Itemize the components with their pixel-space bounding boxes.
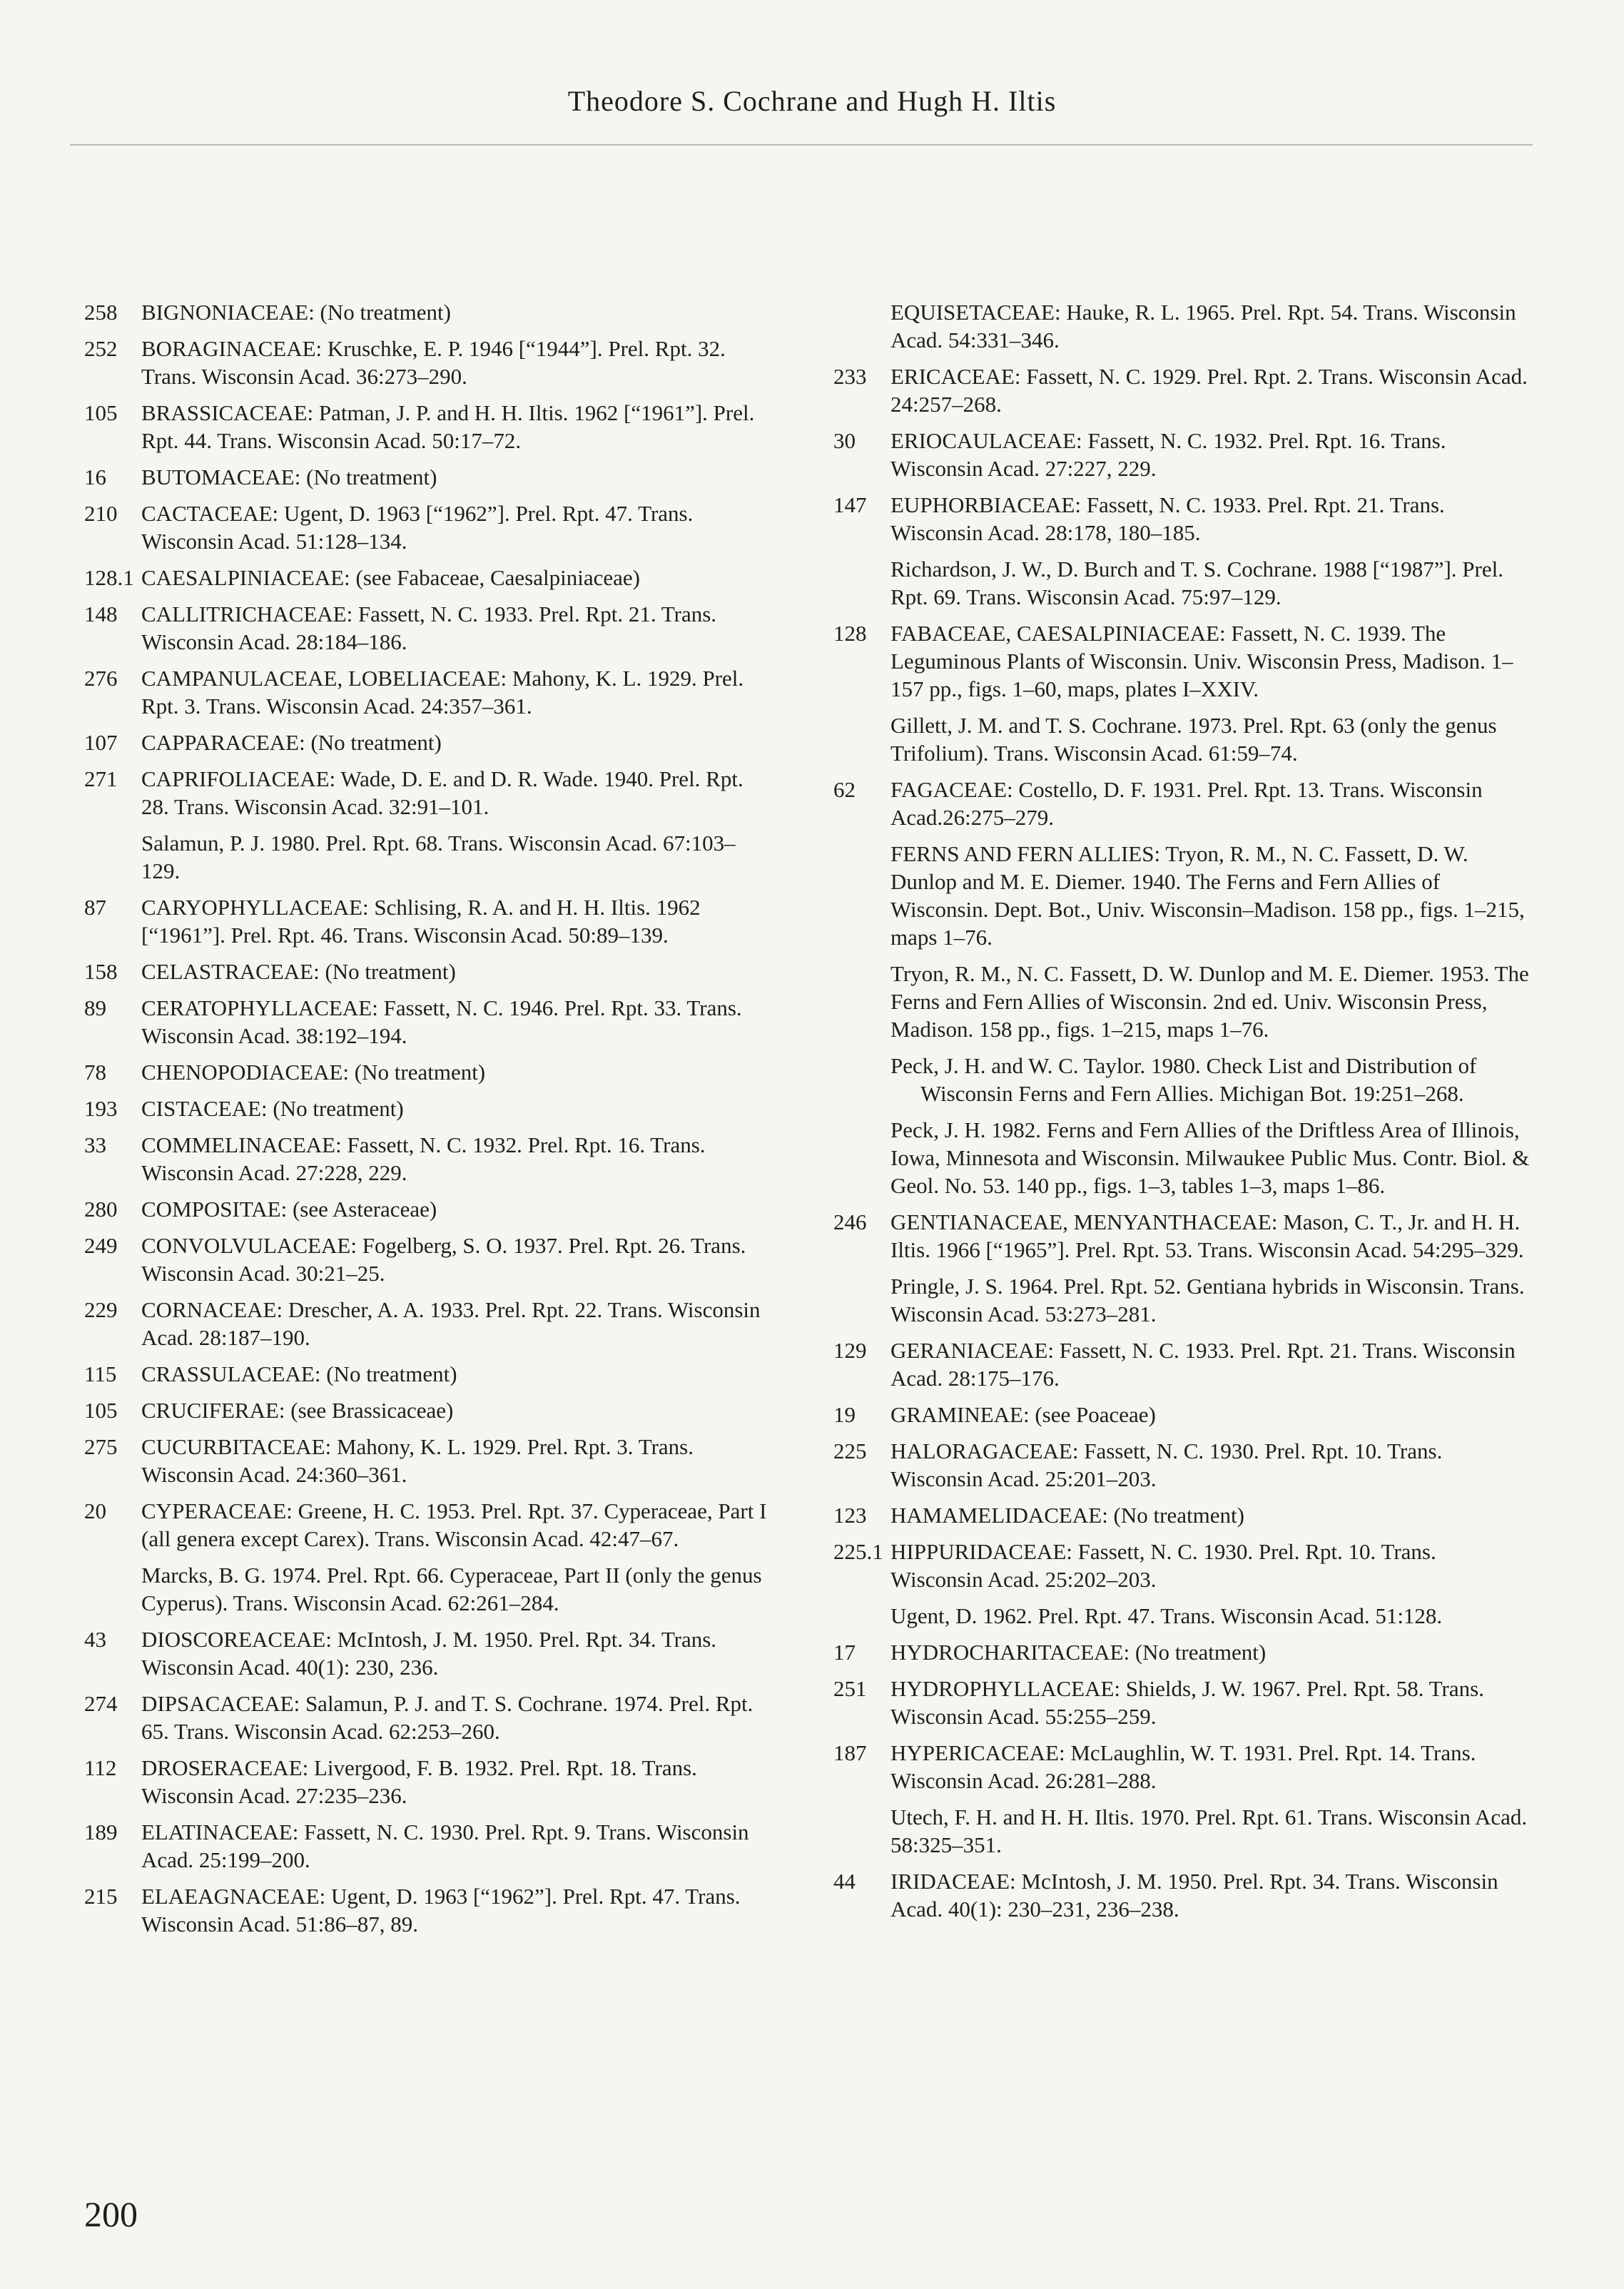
entry-number: 30 <box>833 428 856 453</box>
entry-text: BRASSICACEAE: Patman, J. P. and H. H. Iltis. 1962 [“1961”]. Prel. Rpt. 44. Trans. Wisconsin Acad. 50:17–72. <box>141 400 755 453</box>
index-entry <box>833 1675 1530 1730</box>
entry-number: 274 <box>84 1691 118 1716</box>
entry-text: HIPPURIDACEAE: Fassett, N. C. 1930. Prel. Rpt. 10. Trans. Wisconsin Acad. 25:202–203. <box>890 1539 1436 1592</box>
entry-text: CUCURBITACEAE: Mahony, K. L. 1929. Prel. Rpt. 3. Trans. Wisconsin Acad. 24:360–361. <box>141 1434 694 1487</box>
entry-text: HYDROCHARITACEAE: (No treatment) <box>890 1640 1267 1665</box>
entry-number: 258 <box>84 300 118 325</box>
entry-number: 129 <box>833 1338 867 1363</box>
entry-text: GENTIANACEAE, MENYANTHACEAE: Mason, C. T., Jr. and H. H. Iltis. 1966 [“1965”]. Prel. Rpt. 53. Trans. Wisconsin Acad. 54:295–329. <box>890 1209 1524 1262</box>
entry-number: 229 <box>84 1297 118 1322</box>
index-entry <box>84 893 769 949</box>
reference-entry: Peck, J. H. and W. C. Taylor. 1980. Check List and Distribution of Wisconsin Ferns and Fern Allies. Michigan Bot. 19:251–268. <box>890 1053 1477 1106</box>
entry-text: COMPOSITAE: (see Asteraceae) <box>141 1197 437 1222</box>
entry-number: 44 <box>833 1869 856 1894</box>
entry-number: 19 <box>833 1402 856 1427</box>
entry-text: EUPHORBIACEAE: Fassett, N. C. 1933. Prel. Rpt. 21. Trans. Wisconsin Acad. 28:178, 180–185. <box>890 492 1445 545</box>
entry-text: CERATOPHYLLACEAE: Fassett, N. C. 1946. Prel. Rpt. 33. Trans. Wisconsin Acad. 38:192–194. <box>141 995 742 1048</box>
reference-entry: Ugent, D. 1962. Prel. Rpt. 47. Trans. Wisconsin Acad. 51:128. <box>890 1603 1443 1628</box>
index-entry <box>84 499 769 555</box>
entry-number: 105 <box>84 400 118 425</box>
entry-text: HYPERICACEAE: McLaughlin, W. T. 1931. Prel. Rpt. 14. Trans. Wisconsin Acad. 26:281–288. <box>890 1740 1476 1793</box>
entry-text: CARYOPHYLLACEAE: Schlising, R. A. and H. H. Iltis. 1962 [“1961”]. Prel. Rpt. 46. Trans. Wisconsin Acad. 50:89–139. <box>141 895 701 948</box>
entry-text: HALORAGACEAE: Fassett, N. C. 1930. Prel. Rpt. 10. Trans. Wisconsin Acad. 25:201–203. <box>890 1438 1443 1491</box>
index-entry <box>833 362 1530 418</box>
entry-number: 112 <box>84 1755 117 1780</box>
index-entry <box>833 1336 1530 1392</box>
index-entry <box>84 1095 769 1122</box>
entry-number: 210 <box>84 501 118 526</box>
entry-text: CACTACEAE: Ugent, D. 1963 [“1962”]. Prel. Rpt. 47. Trans. Wisconsin Acad. 51:128–134. <box>141 501 694 554</box>
index-entry <box>84 564 769 592</box>
entry-number: 87 <box>84 895 106 920</box>
entry-text: CAPRIFOLIACEAE: Wade, D. E. and D. R. Wade. 1940. Prel. Rpt. 28. Trans. Wisconsin Acad. 32:91–101. <box>141 766 744 819</box>
entry-text: FAGACEAE: Costello, D. F. 1931. Prel. Rpt. 13. Trans. Wisconsin Acad.26:275–279. <box>890 777 1483 830</box>
index-entry <box>84 1396 769 1424</box>
header-rule <box>70 144 1533 146</box>
index-entry <box>84 1754 769 1810</box>
entry-text: HAMAMELIDACEAE: (No treatment) <box>890 1503 1244 1528</box>
entry-number: 128.1 <box>84 565 134 590</box>
entry-text: ERIOCAULACEAE: Fassett, N. C. 1932. Prel. Rpt. 16. Trans. Wisconsin Acad. 27:227, 229. <box>890 428 1446 481</box>
reference-entry: EQUISETACEAE: Hauke, R. L. 1965. Prel. Rpt. 54. Trans. Wisconsin Acad. 54:331–346. <box>890 300 1516 352</box>
index-entry <box>833 1638 1530 1666</box>
index-entry <box>84 1690 769 1745</box>
entry-number: 246 <box>833 1209 867 1234</box>
entry-number: 128 <box>833 621 867 646</box>
entry-number: 233 <box>833 364 867 389</box>
entry-number: 275 <box>84 1434 118 1459</box>
entry-number: 148 <box>84 602 118 626</box>
entry-text: COMMELINACEAE: Fassett, N. C. 1932. Prel. Rpt. 16. Trans. Wisconsin Acad. 27:228, 229. <box>141 1132 706 1185</box>
entry-number: 193 <box>84 1096 118 1121</box>
index-entry <box>84 1195 769 1223</box>
index-entry <box>84 1818 769 1874</box>
index-entry <box>84 1882 769 1938</box>
entry-text: CONVOLVULACEAE: Fogelberg, S. O. 1937. Prel. Rpt. 26. Trans. Wisconsin Acad. 30:21–25. <box>141 1233 746 1286</box>
index-entry <box>84 399 769 455</box>
reference-entry: Pringle, J. S. 1964. Prel. Rpt. 52. Gentiana hybrids in Wisconsin. Trans. Wisconsin Acad. 53:273–281. <box>890 1274 1525 1326</box>
entry-number: 123 <box>833 1503 867 1528</box>
reference-entry: Peck, J. H. 1982. Ferns and Fern Allies of the Driftless Area of Illinois, Iowa, Minnesota and Wisconsin. Milwaukee Public Mus. Contr. Biol. & Geol. No. 53. 140 pp., figs. 1–3, tables 1–3, maps 1–86. <box>890 1117 1530 1198</box>
entry-number: 33 <box>84 1132 106 1157</box>
entry-number: 252 <box>84 336 118 361</box>
reference-entry: Salamun, P. J. 1980. Prel. Rpt. 68. Trans. Wisconsin Acad. 67:103–129. <box>141 831 736 883</box>
entry-text: DROSERACEAE: Livergood, F. B. 1932. Prel. Rpt. 18. Trans. Wisconsin Acad. 27:235–236. <box>141 1755 697 1808</box>
index-entry <box>833 491 1530 547</box>
entry-text: HYDROPHYLLACEAE: Shields, J. W. 1967. Prel. Rpt. 58. Trans. Wisconsin Acad. 55:255–259. <box>890 1676 1484 1729</box>
entry-text: CAPPARACEAE: (No treatment) <box>141 730 442 755</box>
entry-number: 158 <box>84 959 118 984</box>
index-entry <box>84 664 769 720</box>
entry-text: CHENOPODIACEAE: (No treatment) <box>141 1060 486 1085</box>
entry-number: 147 <box>833 492 867 517</box>
index-entry <box>84 765 769 821</box>
entry-text: BORAGINACEAE: Kruschke, E. P. 1946 [“1944”]. Prel. Rpt. 32. Trans. Wisconsin Acad. 36:273–290. <box>141 336 726 389</box>
reference-entry: FERNS AND FERN ALLIES: Tryon, R. M., N. C. Fassett, D. W. Dunlop and M. E. Diemer. 1940. The Ferns and Fern Allies of Wisconsin. Dept. Bot., Univ. Wisconsin–Madison. 158 pp., figs. 1–215, maps 1–76. <box>890 841 1525 950</box>
index-entry <box>84 1625 769 1681</box>
entry-text: CRUCIFERAE: (see Brassicaceae) <box>141 1398 454 1423</box>
index-entry <box>84 335 769 390</box>
index-entry <box>833 1437 1530 1493</box>
index-entry <box>833 1867 1530 1923</box>
entry-text: CYPERACEAE: Greene, H. C. 1953. Prel. Rpt. 37. Cyperaceae, Part I (all genera except Carex). Trans. Wisconsin Acad. 42:47–67. <box>141 1498 767 1551</box>
index-entry <box>84 1497 769 1553</box>
reference-entry: Tryon, R. M., N. C. Fassett, D. W. Dunlop and M. E. Diemer. 1953. The Ferns and Fern Allies of Wisconsin. 2nd ed. Univ. Wisconsin Press, Madison. 158 pp., figs. 1–215, maps 1–76. <box>890 961 1529 1042</box>
reference-entry: Marcks, B. G. 1974. Prel. Rpt. 66. Cyperaceae, Part II (only the genus Cyperus). Trans. Wisconsin Acad. 62:261–284. <box>141 1563 762 1615</box>
index-entry <box>84 1360 769 1388</box>
entry-text: ERICACEAE: Fassett, N. C. 1929. Prel. Rpt. 2. Trans. Wisconsin Acad. 24:257–268. <box>890 364 1528 417</box>
entry-text: CALLITRICHACEAE: Fassett, N. C. 1933. Prel. Rpt. 21. Trans. Wisconsin Acad. 28:184–186. <box>141 602 717 654</box>
entry-text: DIOSCOREACEAE: McIntosh, J. M. 1950. Prel. Rpt. 34. Trans. Wisconsin Acad. 40(1): 230, 236. <box>141 1627 717 1680</box>
entry-number: 105 <box>84 1398 118 1423</box>
entry-number: 62 <box>833 777 856 802</box>
index-entry <box>833 1501 1530 1529</box>
entry-text: ELATINACEAE: Fassett, N. C. 1930. Prel. Rpt. 9. Trans. Wisconsin Acad. 25:199–200. <box>141 1819 749 1872</box>
index-entry <box>833 1739 1530 1795</box>
entry-number: 249 <box>84 1233 118 1258</box>
index-entry <box>833 1538 1530 1593</box>
index-entry <box>84 298 769 326</box>
entry-number: 20 <box>84 1498 106 1523</box>
entry-number: 271 <box>84 766 118 791</box>
entry-number: 251 <box>833 1676 867 1701</box>
entry-number: 107 <box>84 730 118 755</box>
entry-number: 43 <box>84 1627 106 1652</box>
entry-number: 115 <box>84 1361 117 1386</box>
entry-number: 16 <box>84 465 106 489</box>
reference-entry: Richardson, J. W., D. Burch and T. S. Cochrane. 1988 [“1987”]. Prel. Rpt. 69. Trans. Wisconsin Acad. 75:97–129. <box>890 557 1503 609</box>
index-entry <box>84 994 769 1050</box>
entry-number: 187 <box>833 1740 867 1765</box>
index-entry <box>84 1433 769 1488</box>
entry-text: GRAMINEAE: (see Poaceae) <box>890 1402 1156 1427</box>
entry-text: CRASSULACEAE: (No treatment) <box>141 1361 457 1386</box>
index-entry <box>833 619 1530 703</box>
entry-number: 215 <box>84 1884 118 1909</box>
index-entry <box>84 1232 769 1287</box>
entry-text: CELASTRACEAE: (No treatment) <box>141 959 456 984</box>
index-entry <box>84 958 769 985</box>
index-entry <box>833 1208 1530 1264</box>
entry-number: 17 <box>833 1640 856 1665</box>
reference-entry: Utech, F. H. and H. H. Iltis. 1970. Prel. Rpt. 61. Trans. Wisconsin Acad. 58:325–351. <box>890 1805 1528 1857</box>
entry-text: IRIDACEAE: McIntosh, J. M. 1950. Prel. Rpt. 34. Trans. Wisconsin Acad. 40(1): 230–231, 236–238. <box>890 1869 1498 1922</box>
index-entry <box>84 1058 769 1086</box>
entry-number: 89 <box>84 995 106 1020</box>
entry-number: 225 <box>833 1438 867 1463</box>
index-entry <box>84 1131 769 1187</box>
right-column <box>833 298 1530 1932</box>
reference-entry: Gillett, J. M. and T. S. Cochrane. 1973. Prel. Rpt. 63 (only the genus Trifolium). Trans. Wisconsin Acad. 61:59–74. <box>890 713 1497 766</box>
entry-text: BIGNONIACEAE: (No treatment) <box>141 300 451 325</box>
entry-text: ELAEAGNACEAE: Ugent, D. 1963 [“1962”]. Prel. Rpt. 47. Trans. Wisconsin Acad. 51:86–87, 89. <box>141 1884 741 1937</box>
index-entry <box>833 776 1530 831</box>
index-entry <box>833 427 1530 482</box>
entry-number: 280 <box>84 1197 118 1222</box>
entry-text: BUTOMACEAE: (No treatment) <box>141 465 437 489</box>
entry-text: FABACEAE, CAESALPINIACEAE: Fassett, N. C. 1939. The Leguminous Plants of Wisconsin. Univ. Wisconsin Press, Madison. 1–157 pp., figs. 1–60, maps, plates I–XXIV. <box>890 621 1513 701</box>
index-entry <box>84 1296 769 1351</box>
entry-text: CAMPANULACEAE, LOBELIACEAE: Mahony, K. L. 1929. Prel. Rpt. 3. Trans. Wisconsin Acad. 24:357–361. <box>141 666 744 719</box>
running-head: Theodore S. Cochrane and Hugh H. Iltis <box>567 85 1057 117</box>
entry-number: 225.1 <box>833 1539 883 1564</box>
index-entry <box>84 463 769 491</box>
page-number: 200 <box>84 2194 138 2234</box>
left-column <box>84 298 769 1947</box>
entry-number: 276 <box>84 666 118 691</box>
entry-text: GERANIACEAE: Fassett, N. C. 1933. Prel. Rpt. 21. Trans. Wisconsin Acad. 28:175–176. <box>890 1338 1516 1391</box>
entry-text: DIPSACACEAE: Salamun, P. J. and T. S. Cochrane. 1974. Prel. Rpt. 65. Trans. Wisconsin Acad. 62:253–260. <box>141 1691 753 1744</box>
entry-number: 189 <box>84 1819 118 1844</box>
entry-text: CORNACEAE: Drescher, A. A. 1933. Prel. Rpt. 22. Trans. Wisconsin Acad. 28:187–190. <box>141 1297 761 1350</box>
index-entry <box>84 729 769 756</box>
entry-text: CAESALPINIACEAE: (see Fabaceae, Caesalpiniaceae) <box>141 565 640 590</box>
index-entry <box>833 1401 1530 1428</box>
entry-text: CISTACEAE: (No treatment) <box>141 1096 404 1121</box>
index-entry <box>84 600 769 656</box>
entry-number: 78 <box>84 1060 106 1085</box>
